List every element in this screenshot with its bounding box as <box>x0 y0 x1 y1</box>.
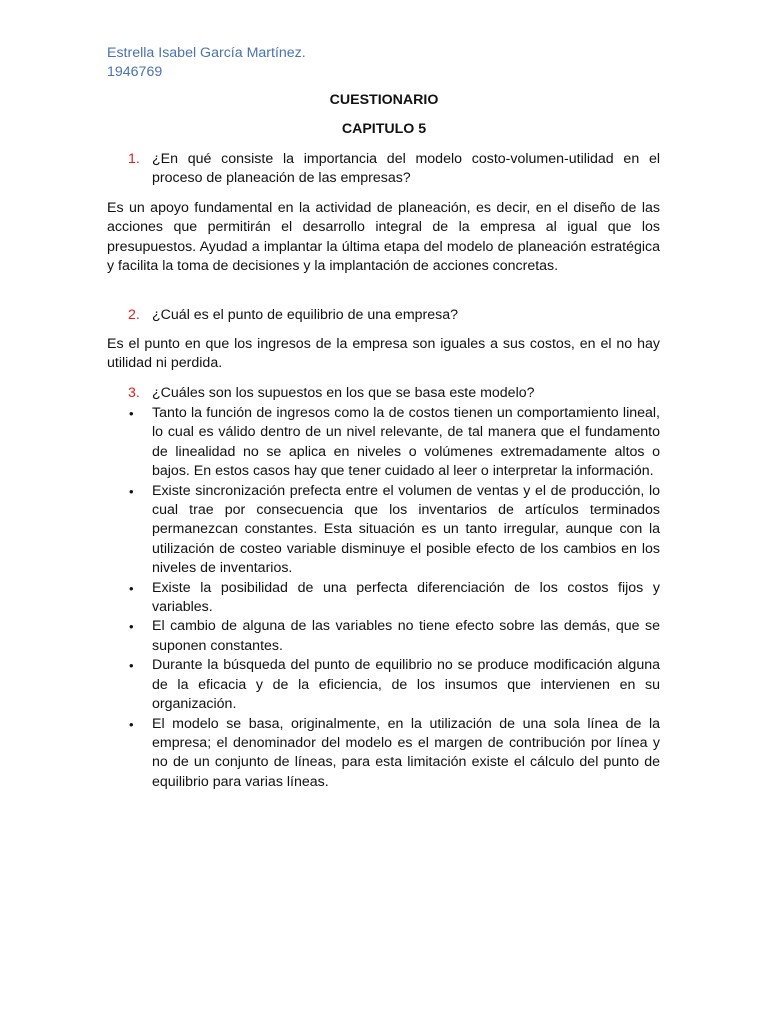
question-2 <box>128 306 660 325</box>
list-item <box>128 579 660 618</box>
bullet-icon: • <box>129 716 134 732</box>
question-2-text: ¿Cuál es el punto de equilibrio de una empresa? <box>152 307 459 323</box>
question-3-number: 3. <box>128 385 140 401</box>
bullet-icon: • <box>129 406 134 421</box>
document-subtitle: CAPITULO 5 <box>341 121 427 137</box>
list-item <box>128 617 660 656</box>
list-item <box>128 482 660 579</box>
document-title: CUESTIONARIO <box>329 92 439 108</box>
list-item-text: Durante la búsqueda del punto de equilibrio no se produce modificación alguna de la eficacia y de la eficiencia, de los insumos que intervienen en su organización. <box>152 657 660 713</box>
assumptions-list <box>128 404 660 792</box>
question-1-number: 1. <box>128 151 140 167</box>
author-name: Estrella Isabel García Martínez. <box>107 45 306 61</box>
question-3-text: ¿Cuáles son los supuestos en los que se basa este modelo? <box>152 385 535 401</box>
author-id: 1946769 <box>107 64 163 80</box>
list-item <box>128 404 660 482</box>
question-3 <box>128 384 660 403</box>
list-item <box>128 656 660 714</box>
list-item-text: Tanto la función de ingresos como la de costos tienen un comportamiento lineal, lo cual es válido dentro de un nivel relevante, de tal manera que el fundamento de linealidad no se aplica en niveles o volúmenes extremadamente altos o bajos. En estos casos hay que tener cuidado al leer o interpretar la información. <box>152 405 660 480</box>
answer-1: Es un apoyo fundamental en la actividad de planeación, es decir, en el diseño de las acciones que permitirán el desarrollo integral de la empresa al igual que los presupuestos. Ayudad a implantar la última etapa del modelo de planeación estratégica y facilita la toma de decisiones y la implantación de acciones concretas. <box>107 200 660 275</box>
list-item-text: Existe la posibilidad de una perfecta diferenciación de los costos fijos y variables. <box>152 579 660 616</box>
bullet-icon: • <box>129 580 134 596</box>
list-item-text: El cambio de alguna de las variables no tiene efecto sobre las demás, que se suponen constantes. <box>152 618 660 654</box>
list-item <box>128 715 660 793</box>
answer-2: Es el punto en que los ingresos de la empresa son iguales a sus costos, en el no hay utilidad ni perdida. <box>107 336 660 372</box>
list-item-text: El modelo se basa, originalmente, en la utilización de una sola línea de la empresa; el denominador del modelo es el margen de contribución por línea y no de un conjunto de líneas, para esta limitación existe el cálculo del punto de equilibrio para varias líneas. <box>152 715 660 790</box>
question-2-number: 2. <box>128 307 140 323</box>
question-1 <box>128 150 660 189</box>
list-item-text: Existe sincronización prefecta entre el volumen de ventas y el de producción, lo cual trae por consecuencia que los inventarios de artículos terminados permanezcan constantes. Esta situación es un tanto irregular, aunque con la utilización de costeo variable disminuye el posible efecto de los cambios en los niveles de inventarios. <box>152 482 660 577</box>
bullet-icon: • <box>129 658 134 674</box>
question-1-text: ¿En qué consiste la importancia del modelo costo-volumen-utilidad en el proceso de planeación de las empresas? <box>152 151 660 187</box>
bullet-icon: • <box>129 483 134 499</box>
bullet-icon: • <box>129 619 134 635</box>
author-block <box>107 44 306 82</box>
